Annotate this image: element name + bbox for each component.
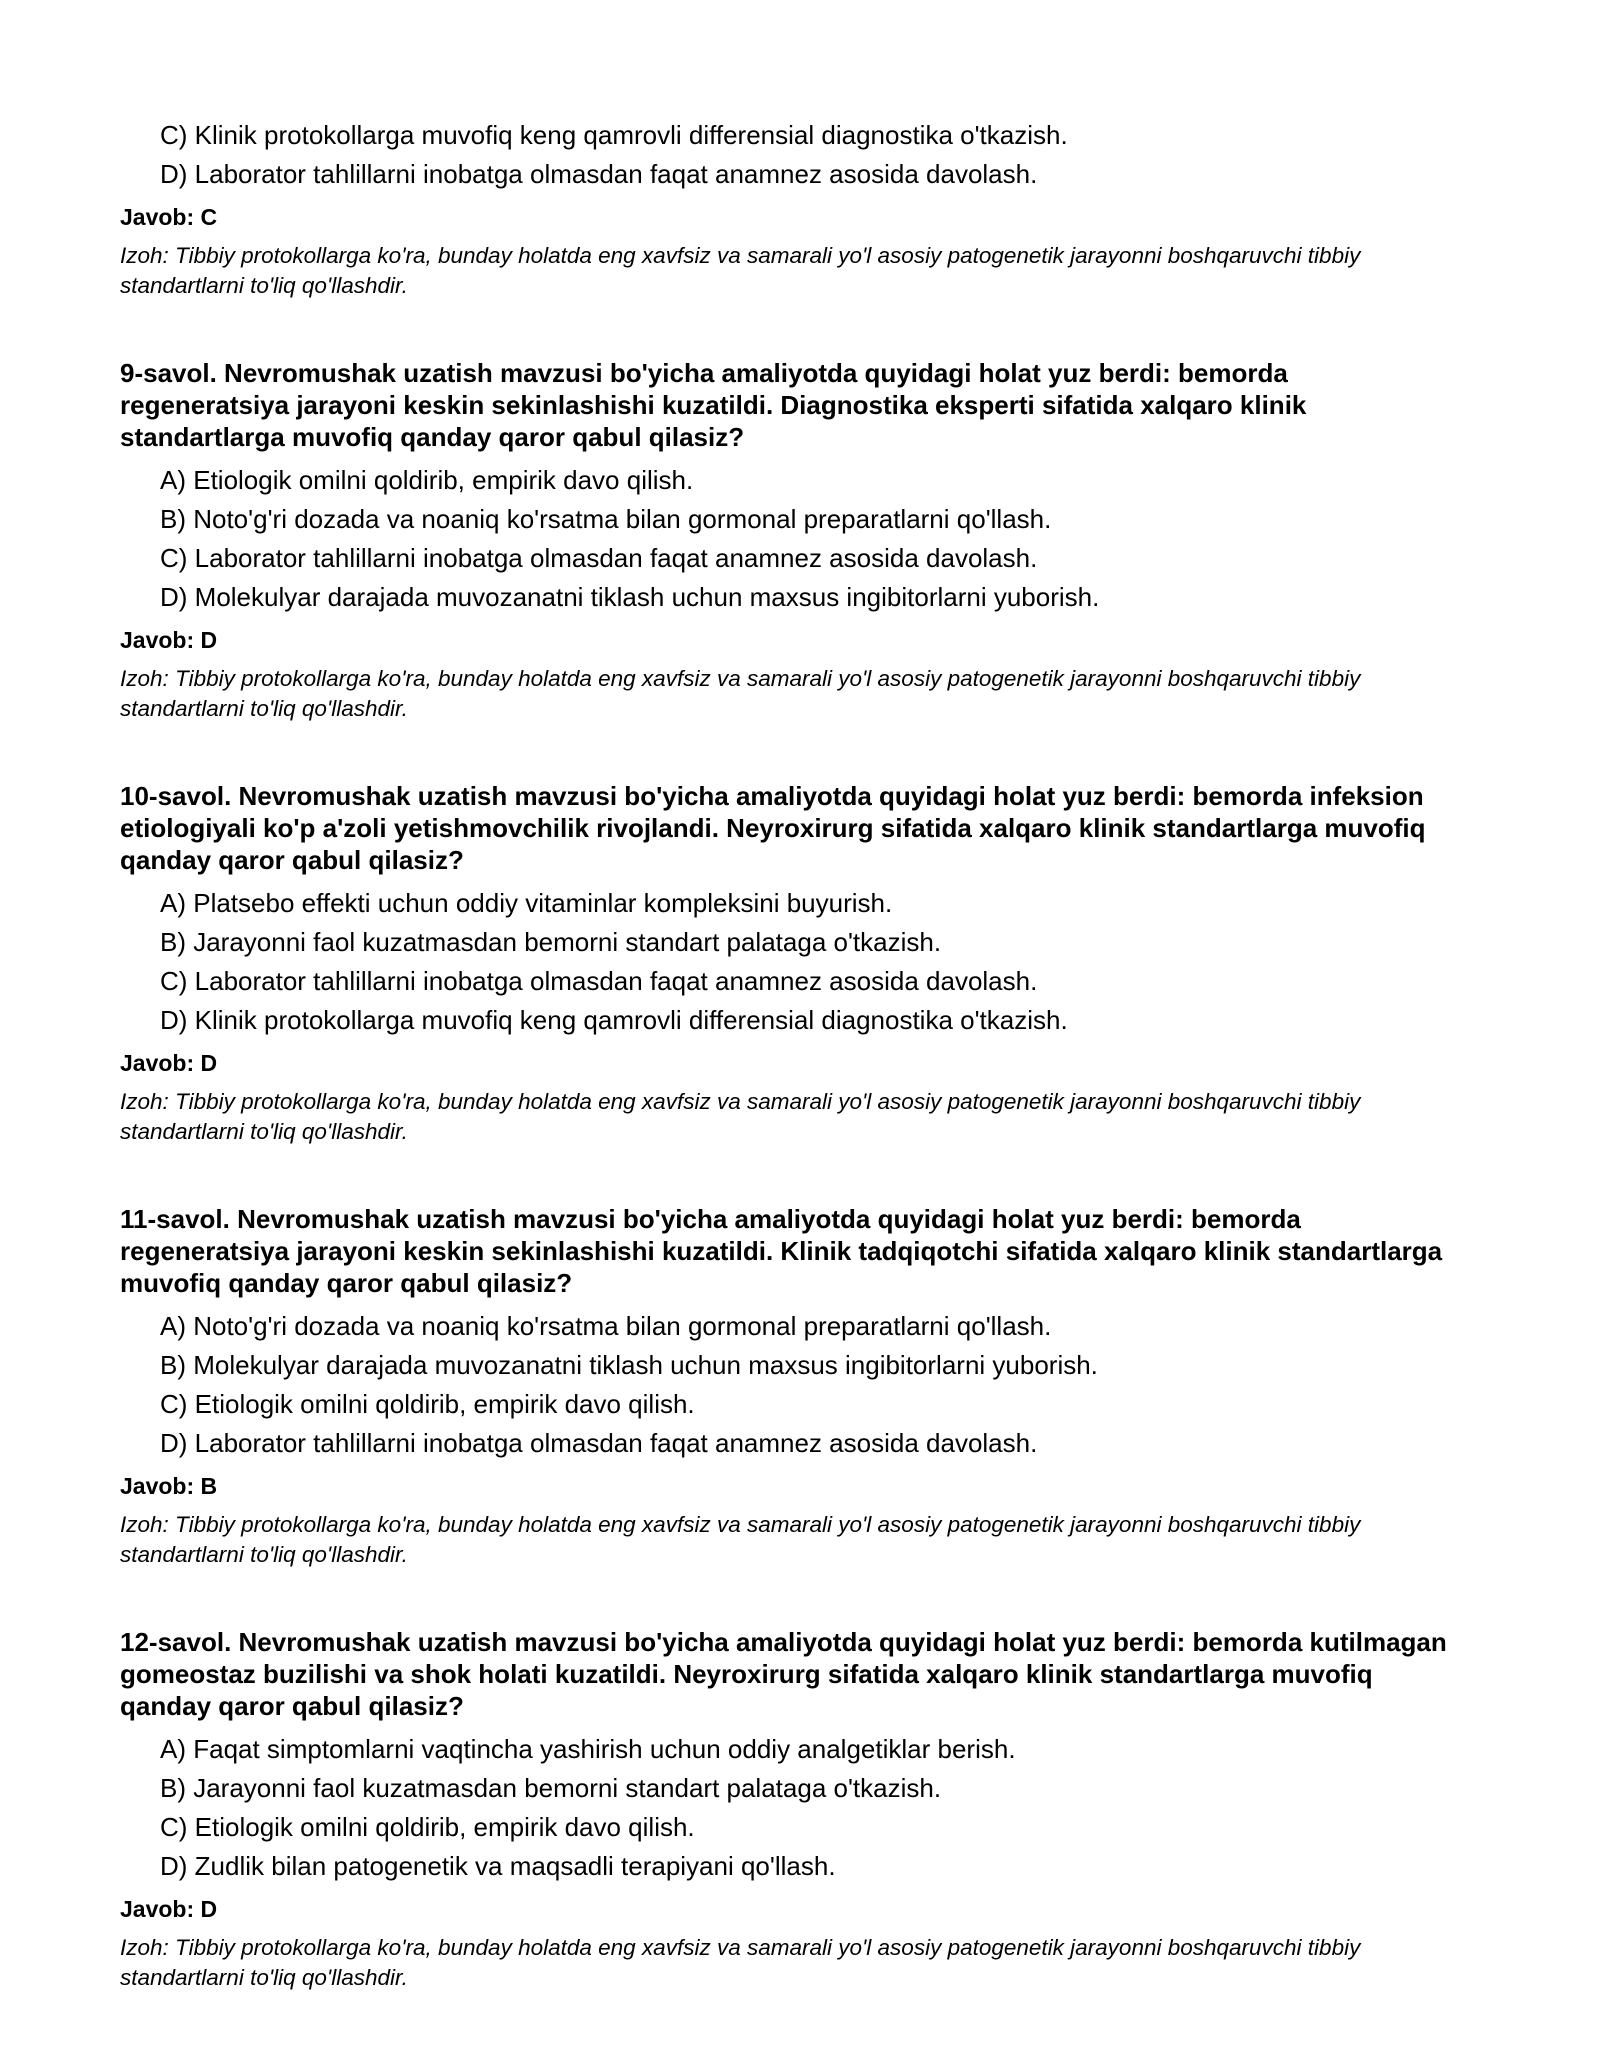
explanation-note: Izoh: Tibbiy protokollarga ko'ra, bunday holatda eng xavfsiz va samarali yo'l asosiy patogenetik jarayonni boshqaruvchi tibbiy standartlarni to'liq qo'llashdir. (120, 1512, 1361, 1567)
option-d: D) Molekulyar darajada muvozanatni tiklash uchun maxsus ingibitorlarni yuborish. (160, 582, 1100, 612)
option-c: C) Etiologik omilni qoldirib, empirik davo qilish. (160, 1389, 695, 1419)
question-text: 10-savol. Nevromushak uzatish mavzusi bo'yicha amaliyotda quyidagi holat yuz berdi: bemorda infeksion etiologiyali ko'p a'zoli yetishmovchilik rivojlandi. Neyroxirurg sifatida xalqaro klinik standartlarga muvofiq qanday qaror qabul qilasiz? (120, 781, 1426, 875)
answer-label: Javob: D (120, 1896, 218, 1922)
answer-label: Javob: D (120, 627, 218, 653)
explanation-note: Izoh: Tibbiy protokollarga ko'ra, bunday holatda eng xavfsiz va samarali yo'l asosiy patogenetik jarayonni boshqaruvchi tibbiy standartlarni to'liq qo'llashdir. (120, 666, 1361, 721)
explanation-note: Izoh: Tibbiy protokollarga ko'ra, bunday holatda eng xavfsiz va samarali yo'l asosiy patogenetik jarayonni boshqaruvchi tibbiy standartlarni to'liq qo'llashdir. (120, 1089, 1361, 1144)
option-b: B) Jarayonni faol kuzatmasdan bemorni standart palataga o'tkazish. (160, 927, 942, 957)
question-10 (120, 780, 1460, 1147)
option-d: D) Klinik protokollarga muvofiq keng qamrovli differensial diagnostika o'tkazish. (160, 1005, 1068, 1035)
option-c: C) Klinik protokollarga muvofiq keng qamrovli differensial diagnostika o'tkazish. (160, 120, 1068, 150)
option-b: B) Noto'g'ri dozada va noaniq ko'rsatma bilan gormonal preparatlarni qo'llash. (160, 504, 1052, 534)
question-text: 11-savol. Nevromushak uzatish mavzusi bo'yicha amaliyotda quyidagi holat yuz berdi: bemorda regeneratsiya jarayoni keskin sekinlashishi kuzatildi. Klinik tadqiqotchi sifatida xalqaro klinik standartlarga muvofiq qanday qaror qabul qilasiz? (120, 1204, 1443, 1298)
question-12 (120, 1626, 1460, 1993)
option-a: A) Etiologik omilni qoldirib, empirik davo qilish. (160, 465, 694, 495)
option-b: B) Jarayonni faol kuzatmasdan bemorni standart palataga o'tkazish. (160, 1773, 942, 1803)
option-list (120, 1734, 1460, 1881)
option-list (120, 888, 1460, 1035)
option-d: D) Zudlik bilan patogenetik va maqsadli terapiyani qo'llash. (160, 1851, 836, 1881)
option-list (120, 1311, 1460, 1458)
question-9 (120, 357, 1460, 724)
answer-label: Javob: C (120, 204, 218, 230)
option-list (120, 465, 1460, 612)
option-a: A) Noto'g'ri dozada va noaniq ko'rsatma bilan gormonal preparatlarni qo'llash. (160, 1311, 1052, 1341)
option-list (120, 120, 1460, 189)
answer-label: Javob: D (120, 1050, 218, 1076)
question-8-continuation (120, 120, 1460, 301)
option-d: D) Laborator tahlillarni inobatga olmasdan faqat anamnez asosida davolash. (160, 159, 1038, 189)
option-c: C) Laborator tahlillarni inobatga olmasdan faqat anamnez asosida davolash. (160, 543, 1038, 573)
answer-label: Javob: B (120, 1473, 218, 1499)
option-c: C) Etiologik omilni qoldirib, empirik davo qilish. (160, 1812, 695, 1842)
question-text: 12-savol. Nevromushak uzatish mavzusi bo'yicha amaliyotda quyidagi holat yuz berdi: bemorda kutilmagan gomeostaz buzilishi va shok holati kuzatildi. Neyroxirurg sifatida xalqaro klinik standartlarga muvofiq qanday qaror qabul qilasiz? (120, 1627, 1447, 1721)
document-page (120, 120, 1460, 1993)
option-b: B) Molekulyar darajada muvozanatni tiklash uchun maxsus ingibitorlarni yuborish. (160, 1350, 1098, 1380)
option-a: A) Faqat simptomlarni vaqtincha yashirish uchun oddiy analgetiklar berish. (160, 1734, 1016, 1764)
explanation-note: Izoh: Tibbiy protokollarga ko'ra, bunday holatda eng xavfsiz va samarali yo'l asosiy patogenetik jarayonni boshqaruvchi tibbiy standartlarni to'liq qo'llashdir. (120, 1935, 1361, 1990)
option-a: A) Platsebo effekti uchun oddiy vitaminlar kompleksini buyurish. (160, 888, 893, 918)
explanation-note: Izoh: Tibbiy protokollarga ko'ra, bunday holatda eng xavfsiz va samarali yo'l asosiy patogenetik jarayonni boshqaruvchi tibbiy standartlarni to'liq qo'llashdir. (120, 243, 1361, 298)
option-c: C) Laborator tahlillarni inobatga olmasdan faqat anamnez asosida davolash. (160, 966, 1038, 996)
option-d: D) Laborator tahlillarni inobatga olmasdan faqat anamnez asosida davolash. (160, 1428, 1038, 1458)
question-text: 9-savol. Nevromushak uzatish mavzusi bo'yicha amaliyotda quyidagi holat yuz berdi: bemorda regeneratsiya jarayoni keskin sekinlashishi kuzatildi. Diagnostika eksperti sifatida xalqaro klinik standartlarga muvofiq qanday qaror qabul qilasiz? (120, 358, 1307, 452)
question-11 (120, 1203, 1460, 1570)
